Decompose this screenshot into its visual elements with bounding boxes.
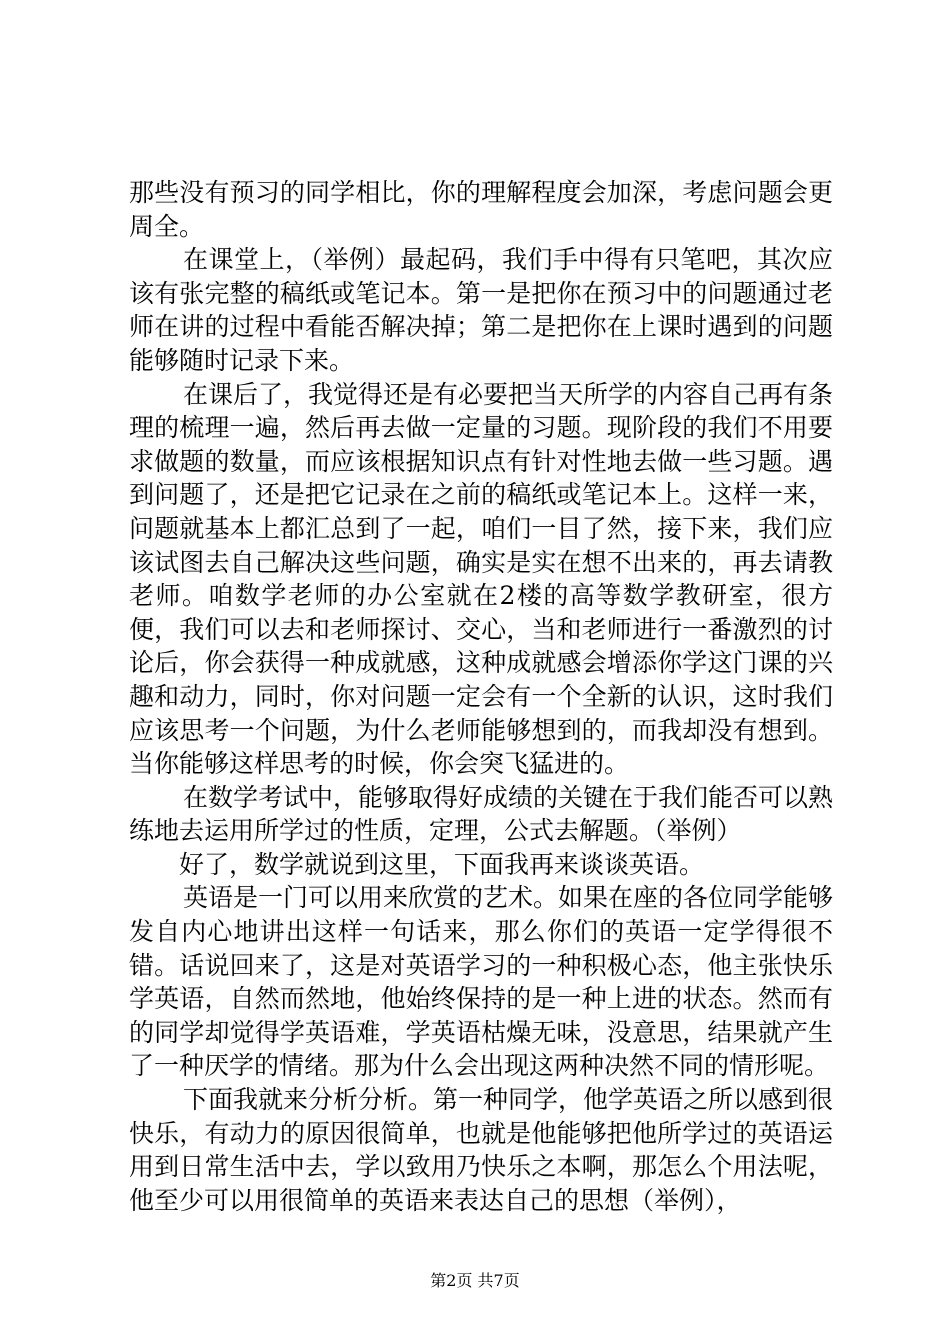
paragraph-english-art: 英语是一门可以用来欣赏的艺术。如果在座的各位同学能够发自内心地讲出这样一句话来，那么你们的英语一定学得很不错。话说回来了，这是对英语学习的一种积极心态，他主张快乐学英语，自然而然地，他始终保持的是一种上进的状态。然而有的同学却觉得学英语难，学英语枯燥无味，没意思，结果就产生了一种厌学的情绪。那为什么会出现这两种决然不同的情形呢。 [129,883,834,1081]
paragraph-after-class: 在课后了，我觉得还是有必要把当天所学的内容自己再有条理的梳理一遍，然后再去做一定量的习题。现阶段的我们不用要求做题的数量，而应该根据知识点有针对性地去做一些习题。遇到问题了，还是把它记录在之前的稿纸或笔记本上。这样一来，问题就基本上都汇总到了一起，咱们一目了然，接下来，我们应该试图去自己解决这些问题，确实是实在想不出来的，再去请教老师。咱数学老师的办公室就在2楼的高等数学教研室，很方便，我们可以去和老师探讨、交心，当和老师进行一番激烈的讨论后，你会获得一种成就感，这种成就感会增添你学这门课的兴趣和动力，同时，你对问题一定会有一个全新的认识，这时我们应该思考一个问题，为什么老师能够想到的，而我却没有想到。当你能够这样思考的时候，你会突飞猛进的。 [129,379,834,779]
paragraph-analysis: 下面我就来分析分析。第一种同学，他学英语之所以感到很快乐，有动力的原因很简单，也就是他能够把他所学过的英语运用到日常生活中去，学以致用乃快乐之本啊，那怎么个用法呢，他至少可以用很简单的英语来表达自己的思想（举例）， [129,1085,834,1215]
paragraph-continuation: 那些没有预习的同学相比，你的理解程度会加深，考虑问题会更周全。 [129,178,833,241]
page-number-footer: 第2页 共7页 [430,1271,520,1290]
paragraph-transition: 好了，数学就说到这里，下面我再来谈谈英语。 [179,849,705,879]
paragraph-classroom: 在课堂上，（举例）最起码，我们手中得有只笔吧，其次应该有张完整的稿纸或笔记本。第一是把你在预习中的问题通过老师在讲的过程中看能否解决掉；第二是把你在上课时遇到的问题能够随时记录下来。 [129,245,833,375]
paragraph-math-exam: 在数学考试中，能够取得好成绩的关键在于我们能否可以熟练地去运用所学过的性质，定理，公式去解题。（举例） [129,782,834,846]
document-body [129,176,833,1217]
